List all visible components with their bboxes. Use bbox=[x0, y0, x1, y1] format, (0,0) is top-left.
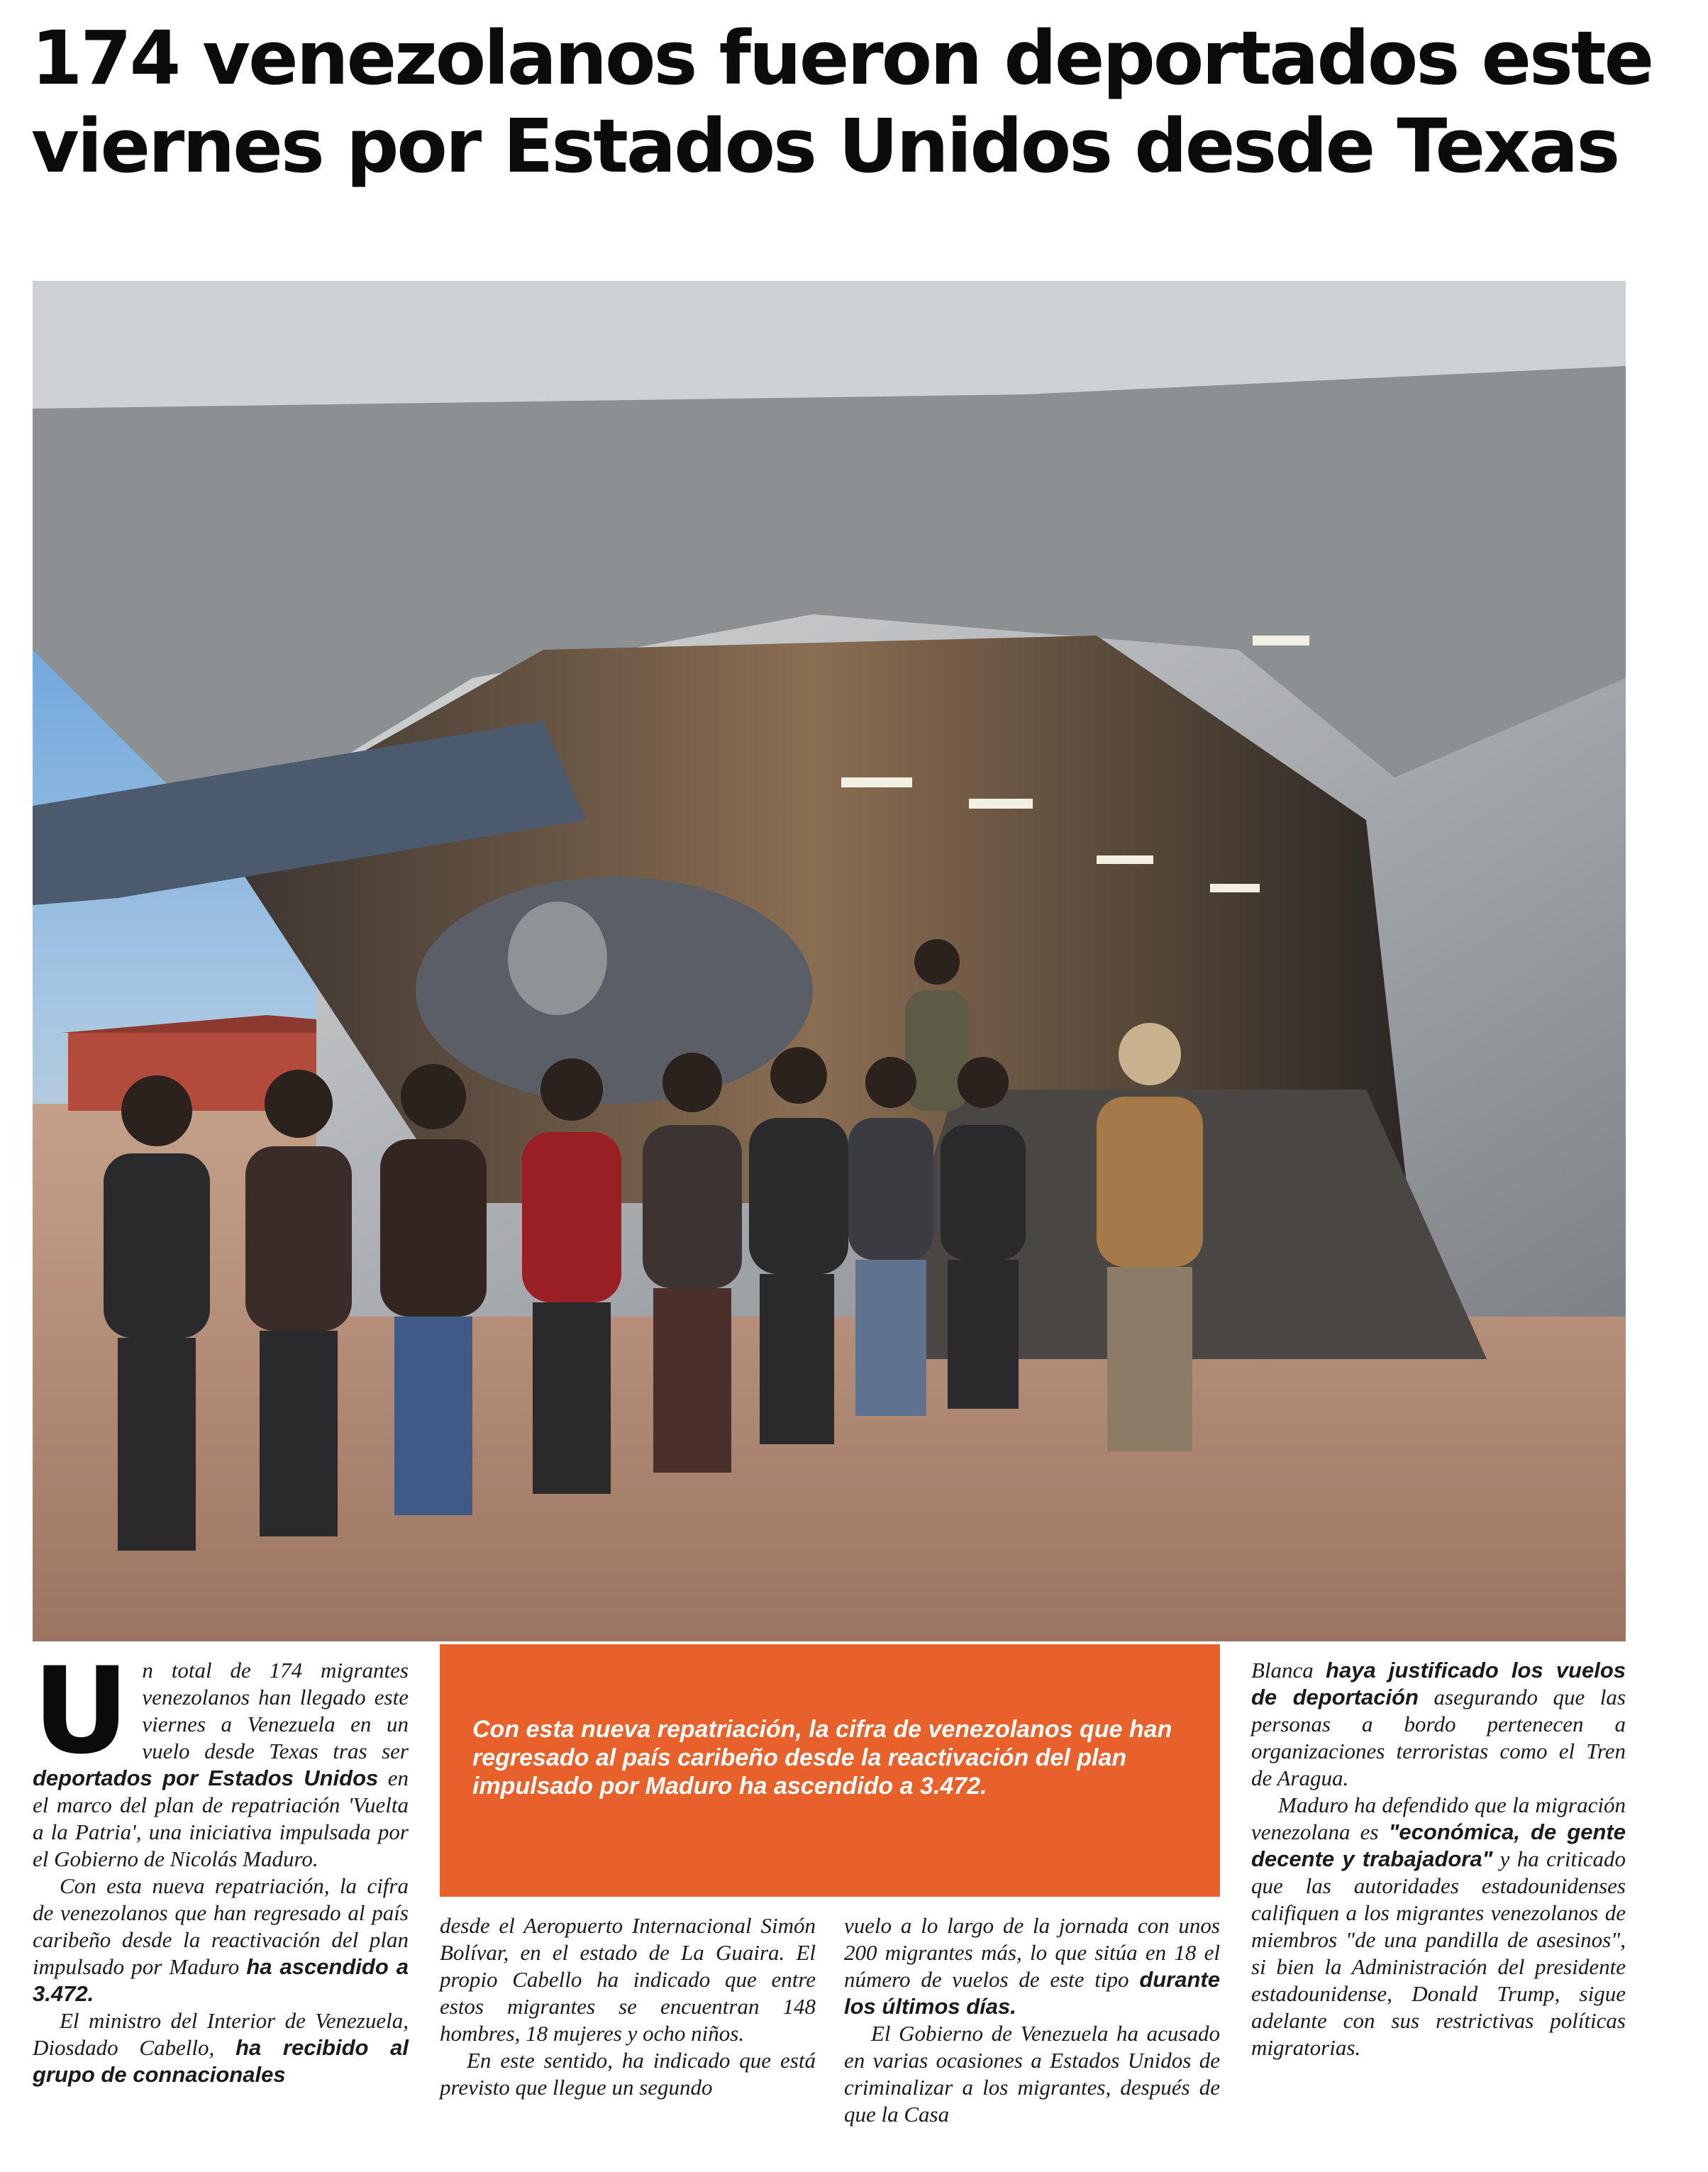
article-column-4 bbox=[1251, 1657, 1626, 2061]
headline: 174 venezolanos fueron deportados este viernes por Estados Unidos desde Texas bbox=[31, 15, 1653, 189]
text-span: n total de 174 migrantes venezolanos han llegado este viernes a Venezuela en un vuelo desde Texas tras ser bbox=[142, 1658, 409, 1763]
bold-span: ha ascendido a 3.472. bbox=[33, 1954, 409, 2006]
article-column-1 bbox=[33, 1641, 409, 2088]
paragraph bbox=[1251, 1792, 1626, 2061]
dropcap: U bbox=[33, 1641, 130, 1780]
paragraph bbox=[33, 1873, 409, 2007]
paragraph: desde el Aeropuerto Internacional Simón Bolívar, en el estado de La Guaira. El propio Cabello ha indicado que entre estos migrantes se encuentran 148 hombres, 18 mujeres y ocho niños. bbox=[440, 1913, 816, 2046]
paragraph bbox=[1251, 1657, 1626, 1792]
pull-quote-box bbox=[440, 1644, 1220, 1897]
paragraph: En este sentido, ha indicado que está previsto que llegue un segundo bbox=[440, 2048, 816, 2100]
article-column-3 bbox=[844, 1912, 1220, 2128]
article-column-2 bbox=[440, 1912, 816, 2101]
text-span: Blanca bbox=[1251, 1658, 1326, 1683]
text-span: El ministro del Interior de Venezuela, Diosdado Cabello, bbox=[33, 2008, 409, 2060]
paragraph bbox=[33, 2007, 409, 2088]
lead-paragraph bbox=[33, 1641, 409, 1873]
text-span: Con esta nueva repatriación, la cifra de venezolanos que han regresado al país caribeño desde la reactivación del plan impulsado por Maduro bbox=[33, 1873, 409, 1979]
text-span: vuelo a lo largo de la jornada con unos 200 migrantes más, lo que sitúa en 18 el número de vuelos de este tipo bbox=[844, 1913, 1220, 1992]
bold-span: "económica, de gente decente y trabajadora" bbox=[1251, 1819, 1626, 1871]
bold-span: ha recibido al grupo de connacionales bbox=[33, 2035, 409, 2087]
paragraph: El Gobierno de Venezuela ha acusado en varias ocasiones a Estados Unidos de criminalizar a los migrantes, después de que la Casa bbox=[844, 2021, 1220, 2127]
pull-quote-text: Con esta nueva repatriación, la cifra de venezolanos que han regresado al país caribeño desde la reactivación del plan impulsado por Maduro ha ascendido a 3.472. bbox=[472, 1716, 1172, 1800]
news-photo bbox=[33, 281, 1626, 1641]
bold-span: haya justificado los vuelos de deportación bbox=[1251, 1658, 1626, 1710]
text-span: y ha criticado que las autoridades estadounidenses califiquen a los migrantes venezolanos de miembros "de una pandilla de asesinos", si bien la Administración del presidente estadounidense, Donald Trump, sigue adelante con sus restrictivas políticas migratorias. bbox=[1251, 1846, 1626, 2060]
deportation-flight-illustration bbox=[33, 281, 1626, 1641]
paragraph bbox=[844, 1912, 1220, 2020]
bold-span: deportados por Estados Unidos bbox=[33, 1766, 379, 1790]
text-span: Maduro ha defendido que la migración venezolana es bbox=[1251, 1793, 1626, 1844]
text-span: en el marco del plan de repatriación 'Vuelta a la Patria', una iniciativa impulsada por el Gobierno de Nicolás Maduro. bbox=[33, 1766, 409, 1871]
bold-span: durante los últimos días. bbox=[844, 1967, 1220, 2019]
text-span: asegurando que las personas a bordo pertenecen a organizaciones terroristas como el Tren de Aragua. bbox=[1251, 1685, 1626, 1790]
